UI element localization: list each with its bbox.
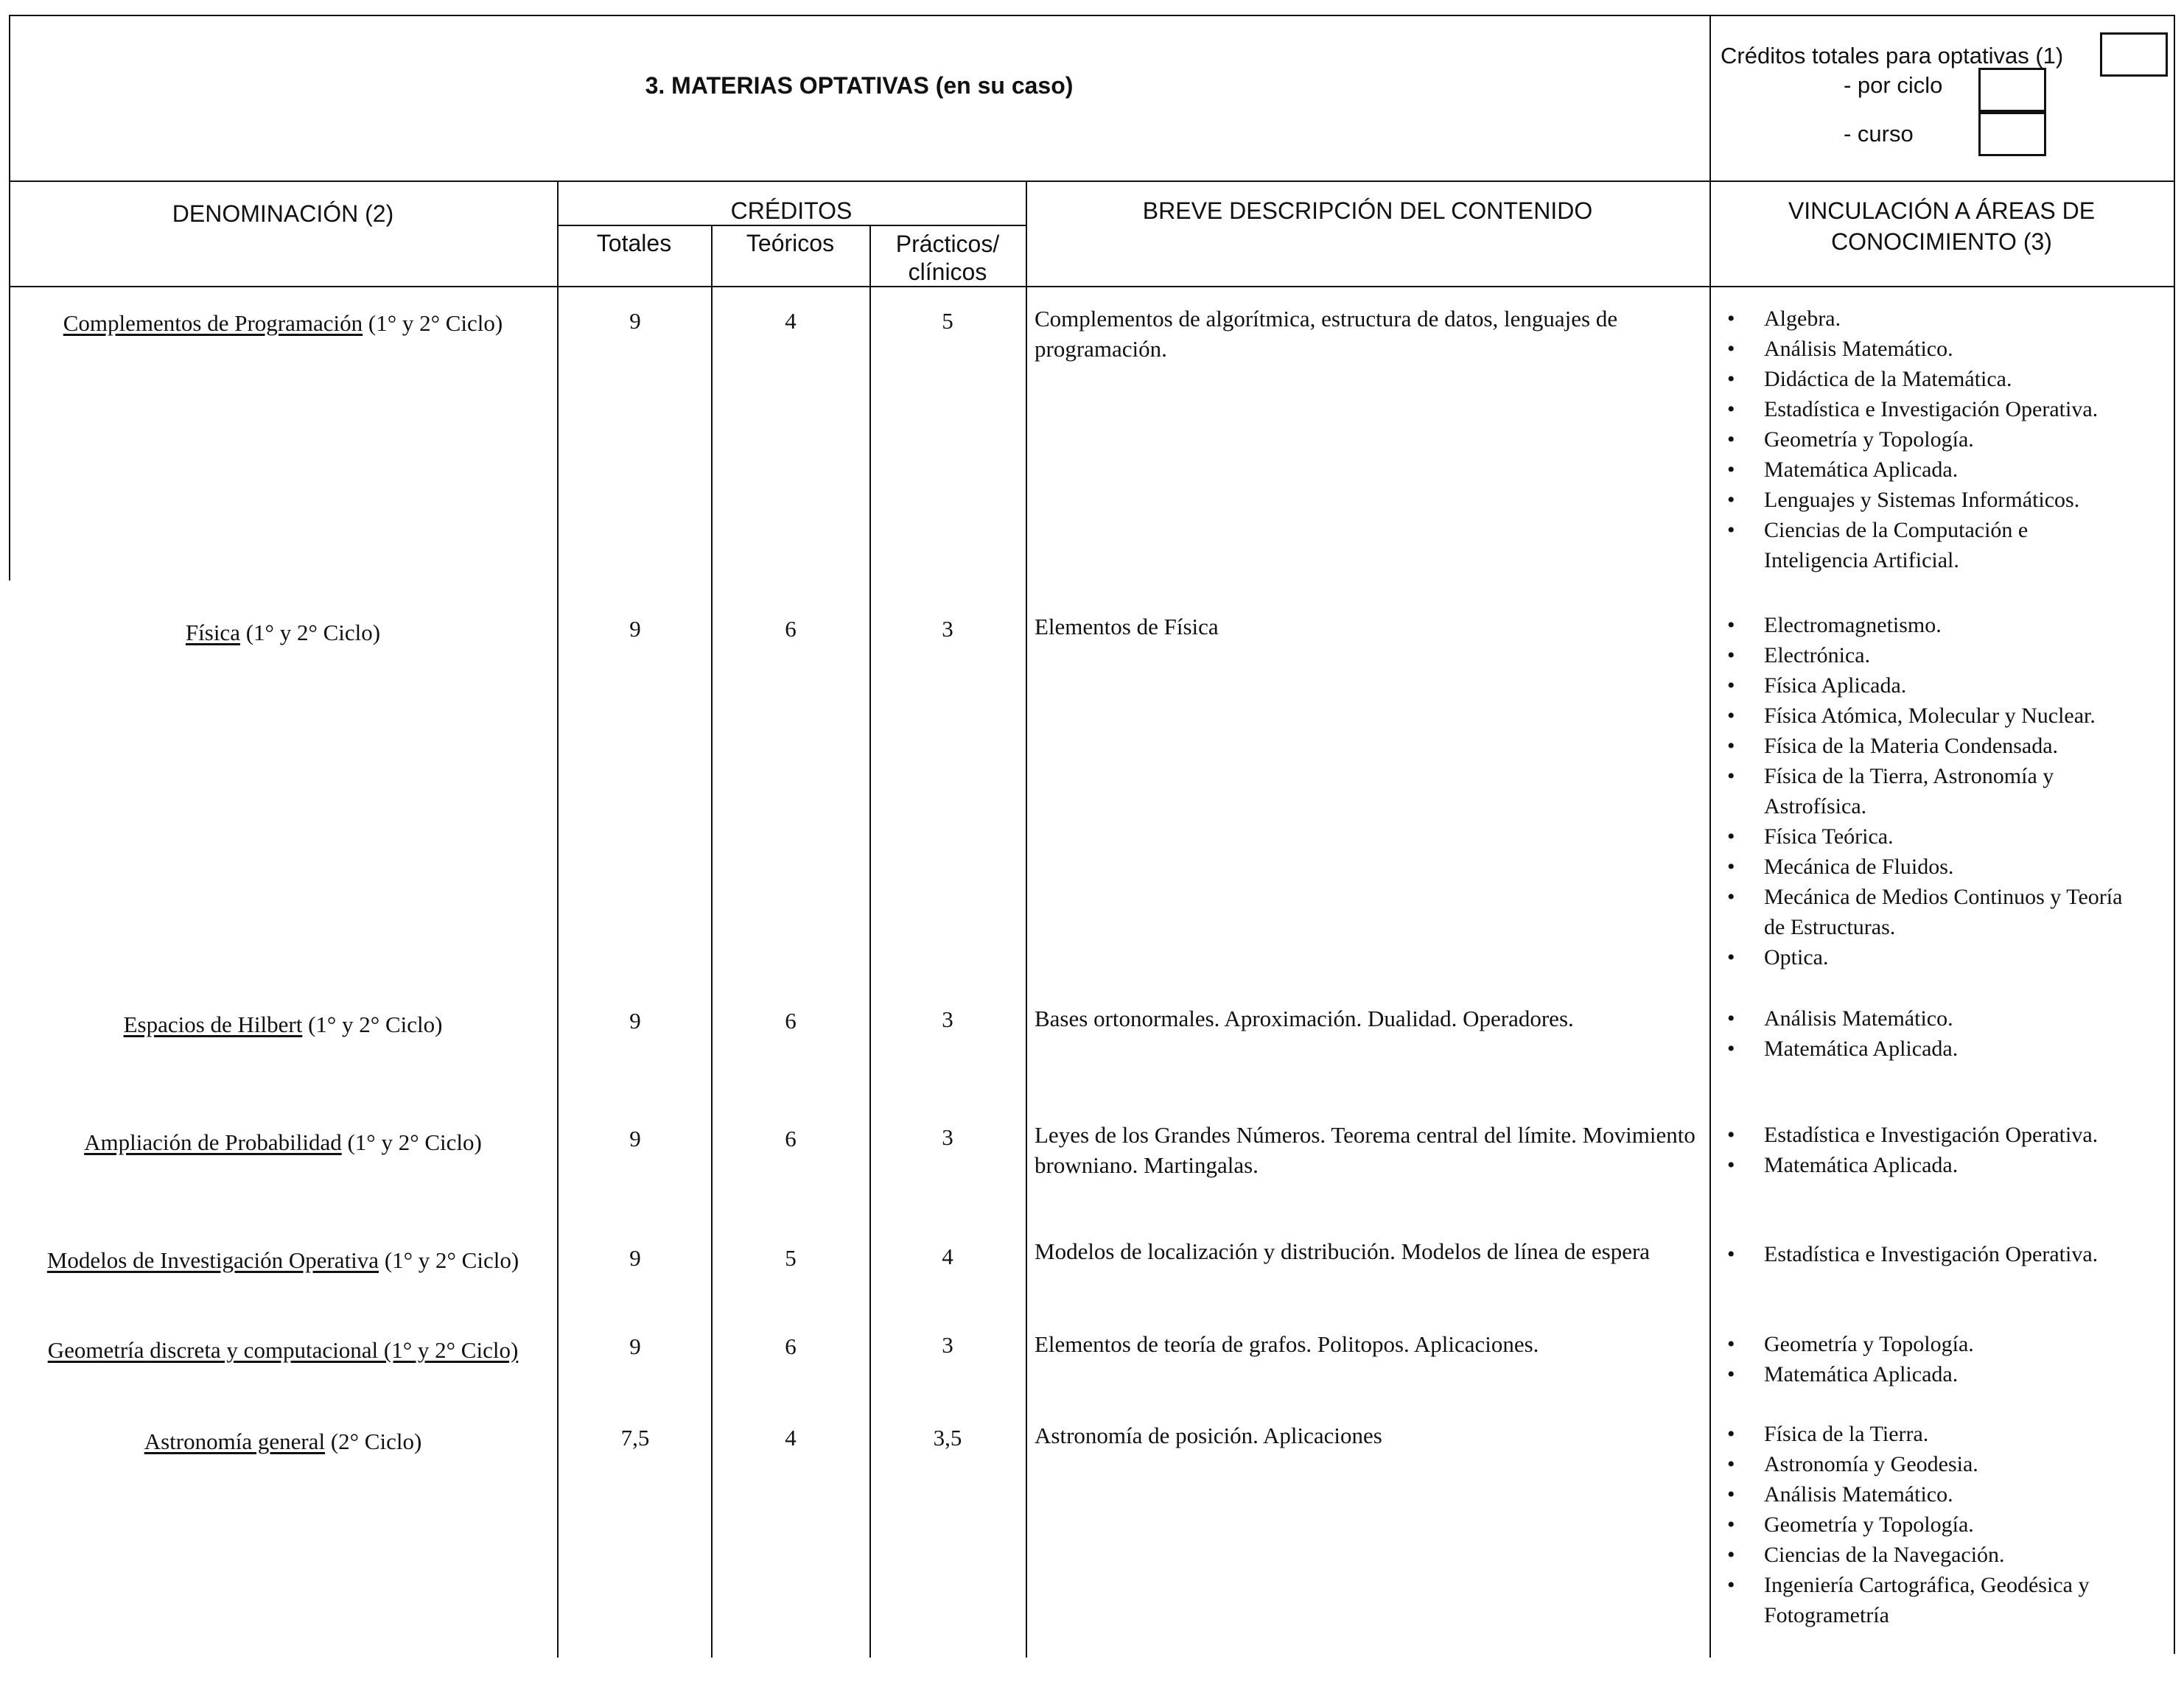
table-row-name	[9, 1335, 557, 1365]
area-item: • Análisis Matemático.	[1717, 1479, 2137, 1510]
credits-teoricos: 6	[785, 1333, 797, 1359]
area-item: • Didáctica de la Matemática.	[1717, 364, 2137, 394]
area-item: • Análisis Matemático.	[1717, 1003, 2137, 1034]
area-item: • Electrónica.	[1717, 640, 2137, 670]
credits-practicos: 3,5	[933, 1425, 962, 1451]
area-item: • Geometría y Topología.	[1717, 1329, 2137, 1359]
knowledge-areas-list	[1717, 1329, 2137, 1389]
subject-name: Espacios de Hilbert	[123, 1011, 303, 1037]
creditos-subheader-divider	[557, 225, 1026, 226]
credits-teoricos: 6	[785, 1008, 797, 1034]
area-item: • Optica.	[1717, 942, 2137, 972]
subject-description: Leyes de los Grandes Números. Teorema central del límite. Movimiento browniano. Martingalas.	[1035, 1122, 1695, 1178]
knowledge-areas-list	[1717, 1239, 2137, 1269]
credits-practicos: 3	[942, 1332, 953, 1358]
subject-name: Geometría discreta y computacional (1° y 2° Ciclo)	[47, 1337, 519, 1363]
subject-name: Física	[185, 620, 240, 645]
credits-practicos: 3	[942, 616, 953, 642]
header-divider	[9, 180, 2175, 182]
table-row-name	[9, 1127, 557, 1157]
credits-totales: 9	[629, 616, 641, 642]
area-item: • Ingeniería Cartográfica, Geodésica y Fotogrametría	[1717, 1570, 2137, 1630]
knowledge-areas-list	[1717, 610, 2137, 972]
column-divider-descripcion	[1709, 15, 1711, 1658]
credits-per-cycle-label: - por ciclo	[1844, 72, 1943, 98]
credits-total-box[interactable]	[2100, 32, 2168, 77]
area-item: • Algebra.	[1717, 304, 2137, 334]
knowledge-areas-list	[1717, 1003, 2137, 1064]
subject-cycle: (1° y 2° Ciclo)	[341, 1129, 482, 1155]
credits-totales: 9	[629, 308, 641, 334]
table-row-name	[9, 1009, 557, 1039]
knowledge-areas-list	[1717, 1419, 2137, 1630]
area-item: • Geometría y Topología.	[1717, 424, 2137, 455]
subject-description: Complementos de algorítmica, estructura de datos, lenguajes de programación.	[1035, 306, 1618, 362]
column-header-practicos: Prácticos/ clínicos	[895, 231, 1000, 285]
column-header-descripcion: BREVE DESCRIPCIÓN DEL CONTENIDO	[1142, 197, 1593, 224]
credits-teoricos: 6	[785, 1126, 797, 1151]
credits-totales: 9	[629, 1008, 641, 1034]
area-item: • Matemática Aplicada.	[1717, 1359, 2137, 1389]
column-header-teoricos: Teóricos	[746, 230, 835, 256]
area-item: • Ciencias de la Computación e Inteligencia Artificial.	[1717, 515, 2137, 575]
table-row-name	[9, 1426, 557, 1456]
subject-cycle: (1° y 2° Ciclo)	[239, 620, 381, 645]
area-item: • Geometría y Topología.	[1717, 1510, 2137, 1540]
credits-practicos: 3	[942, 1124, 953, 1150]
credits-teoricos: 4	[785, 1425, 797, 1451]
subject-cycle: (1° y 2° Ciclo)	[363, 310, 503, 336]
column-divider-denominacion	[557, 180, 559, 1658]
column-divider-teoricos	[869, 225, 871, 1658]
area-item: • Lenguajes y Sistemas Informáticos.	[1717, 485, 2137, 515]
area-item: • Estadística e Investigación Operativa.	[1717, 394, 2137, 424]
table-row-name	[9, 1245, 557, 1275]
column-divider-totales	[711, 225, 713, 1658]
area-item: • Física de la Tierra, Astronomía y Astrofísica.	[1717, 761, 2137, 821]
column-header-denominacion: DENOMINACIÓN (2)	[172, 200, 394, 227]
area-item: • Física Atómica, Molecular y Nuclear.	[1717, 701, 2137, 731]
column-header-creditos: CRÉDITOS	[730, 197, 853, 224]
subject-description: Astronomía de posición. Aplicaciones	[1035, 1423, 1382, 1448]
subject-cycle: (1° y 2° Ciclo)	[379, 1247, 519, 1273]
area-item: • Matemática Aplicada.	[1717, 455, 2137, 485]
area-item: • Astronomía y Geodesia.	[1717, 1449, 2137, 1479]
credits-teoricos: 5	[785, 1245, 797, 1271]
knowledge-areas-list	[1717, 304, 2137, 575]
table-left-border	[9, 15, 10, 581]
area-item: • Física Aplicada.	[1717, 670, 2137, 701]
area-item: • Análisis Matemático.	[1717, 334, 2137, 364]
page-title: 3. MATERIAS OPTATIVAS (en su caso)	[645, 72, 1074, 99]
credits-totales: 9	[629, 1333, 641, 1359]
area-item: • Matemática Aplicada.	[1717, 1150, 2137, 1180]
credits-total-label: Créditos totales para optativas (1)	[1721, 43, 2064, 69]
credits-per-cycle-box[interactable]	[1978, 68, 2046, 112]
area-item: • Física de la Tierra.	[1717, 1419, 2137, 1449]
subject-description: Modelos de localización y distribución. Modelos de línea de espera	[1035, 1238, 1651, 1264]
area-item: • Electromagnetismo.	[1717, 610, 2137, 640]
subject-description: Bases ortonormales. Aproximación. Dualidad. Operadores.	[1035, 1006, 1574, 1031]
area-item: • Estadística e Investigación Operativa.	[1717, 1120, 2137, 1150]
subject-description: Elementos de teoría de grafos. Politopos. Aplicaciones.	[1035, 1331, 1539, 1357]
area-item: • Ciencias de la Navegación.	[1717, 1540, 2137, 1570]
credits-teoricos: 6	[785, 616, 797, 642]
column-divider-creditos	[1026, 180, 1027, 1658]
credits-per-course-box[interactable]	[1978, 112, 2046, 156]
area-item: • Física Teórica.	[1717, 821, 2137, 852]
subject-cycle: (2° Ciclo)	[325, 1428, 422, 1454]
subject-description: Elementos de Física	[1035, 614, 1219, 639]
area-item: • Matemática Aplicada.	[1717, 1034, 2137, 1064]
credits-practicos: 5	[942, 308, 953, 334]
table-row-name	[9, 308, 557, 338]
subject-cycle: (1° y 2° Ciclo)	[302, 1011, 443, 1037]
table-top-border	[9, 15, 2175, 16]
table-row-name	[9, 617, 557, 648]
credits-practicos: 3	[942, 1006, 953, 1032]
credits-practicos: 4	[942, 1244, 953, 1269]
subject-name: Astronomía general	[144, 1428, 326, 1454]
column-header-totales: Totales	[596, 230, 672, 256]
area-item: • Estadística e Investigación Operativa.	[1717, 1239, 2137, 1269]
credits-totales: 9	[629, 1126, 641, 1151]
column-header-vinculacion: VINCULACIÓN A ÁREAS DE CONOCIMIENTO (3)	[1788, 197, 2096, 255]
area-item: • Mecánica de Medios Continuos y Teoría de Estructuras.	[1717, 882, 2137, 942]
subject-name: Modelos de Investigación Operativa	[46, 1247, 379, 1273]
subject-name: Complementos de Programación	[63, 310, 363, 336]
column-header-bottom	[9, 286, 2175, 287]
area-item: • Mecánica de Fluidos.	[1717, 852, 2137, 882]
subject-name: Ampliación de Probabilidad	[84, 1129, 342, 1155]
knowledge-areas-list	[1717, 1120, 2137, 1180]
credits-per-course-label: - curso	[1844, 121, 1914, 147]
table-right-border	[2174, 15, 2175, 1654]
credits-teoricos: 4	[785, 308, 797, 334]
area-item: • Física de la Materia Condensada.	[1717, 731, 2137, 761]
credits-totales: 7,5	[620, 1425, 650, 1451]
credits-totales: 9	[629, 1245, 641, 1271]
